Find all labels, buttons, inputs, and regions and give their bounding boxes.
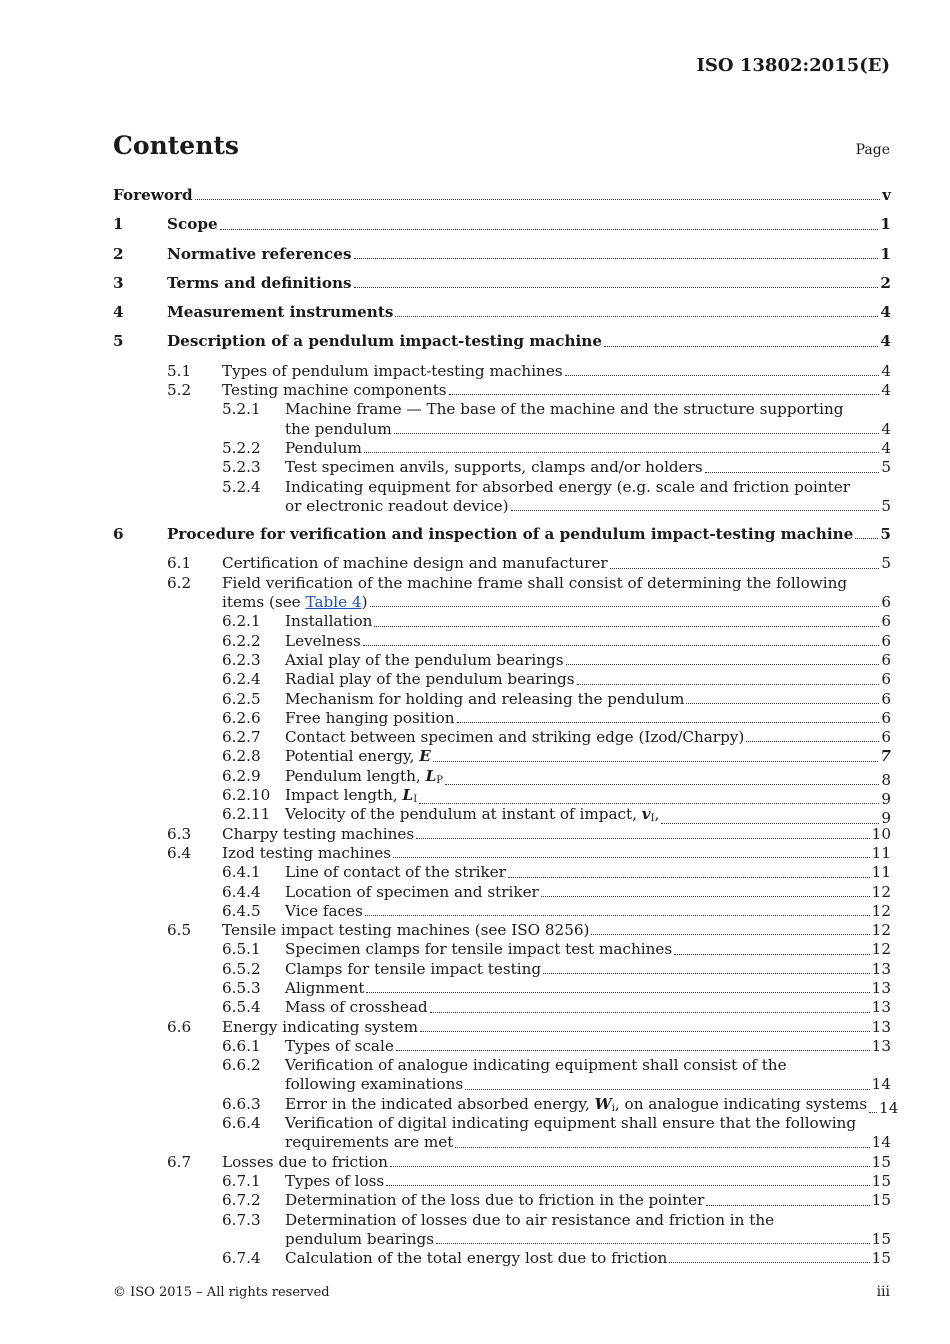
dot-leader (363, 644, 879, 646)
dot-leader (416, 837, 869, 839)
dot-leader (674, 953, 870, 955)
toc-entry[interactable] (113, 940, 891, 959)
toc-entry-page: 12 (871, 921, 891, 940)
toc-entry-title: Types of pendulum impact-testing machines (222, 361, 563, 380)
toc-entry[interactable] (113, 420, 891, 439)
toc-entry-number: 6.7.3 (222, 1210, 261, 1229)
dot-leader (445, 783, 879, 785)
toc-entry-title: Measurement instruments (167, 303, 394, 322)
toc-entry[interactable] (113, 1230, 891, 1249)
dot-leader (390, 1165, 870, 1167)
toc-entry-number: 6.4.4 (222, 882, 261, 901)
toc-entry-title: Foreword (113, 186, 193, 204)
dot-leader (430, 1011, 870, 1013)
dot-leader (855, 537, 878, 539)
toc-entry[interactable] (113, 574, 891, 593)
toc-entry[interactable] (113, 709, 891, 728)
dot-leader (746, 740, 879, 742)
toc-entry[interactable] (113, 1037, 891, 1056)
toc-entry-page: 6 (881, 708, 891, 727)
toc-entry-number: 6.1 (167, 554, 192, 573)
toc-entry-title: Machine frame — The base of the machine and the structure supporting (285, 400, 844, 419)
toc-entry-page: 9 (881, 809, 891, 828)
toc-entry-title: Certification of machine design and manufacturer (222, 554, 608, 573)
toc-entry[interactable] (113, 960, 891, 979)
toc-entry-title: Pendulum (285, 438, 362, 457)
toc-entry[interactable] (113, 381, 891, 400)
dot-leader (669, 1261, 869, 1263)
toc-entry-title: Contact between specimen and striking edge (Izod/Charpy) (285, 728, 745, 747)
toc-entry-number: 3 (113, 273, 124, 292)
toc-entry-number: 6.2.5 (222, 689, 261, 708)
toc-entry[interactable] (113, 1018, 891, 1037)
toc-entry-page: 1 (880, 215, 891, 234)
dot-leader (449, 393, 880, 395)
toc-entry[interactable] (113, 215, 891, 244)
dot-leader (591, 933, 869, 935)
dot-leader (354, 286, 879, 288)
copyright-notice: © ISO 2015 – All rights reserved (113, 1285, 330, 1300)
toc-entry-page: 11 (871, 863, 891, 882)
toc-entry-page: 13 (871, 1017, 891, 1036)
toc-entry[interactable] (113, 1211, 891, 1230)
toc-entry[interactable] (113, 766, 891, 789)
toc-entry-title: Error in the indicated absorbed energy, $W_i$, on analogue indicating systems (285, 1094, 868, 1114)
dot-leader (393, 856, 870, 858)
toc-entry-number: 6.6.3 (222, 1094, 261, 1113)
toc-entry[interactable] (113, 497, 891, 516)
toc-entry-page: 13 (871, 959, 891, 978)
dot-leader (541, 895, 870, 897)
toc-entry-title: Alignment (285, 978, 365, 997)
toc-entry-title: Tensile impact testing machines (see ISO 8256) (222, 921, 590, 940)
toc-entry-title: Clamps for tensile impact testing (285, 959, 542, 978)
toc-entry-title: following examinations (285, 1075, 464, 1094)
dot-leader (508, 876, 870, 878)
toc-entry-page: 5 (881, 458, 891, 477)
toc-entry-number: 6.2 (167, 573, 192, 592)
toc-entry-number: 6.2.7 (222, 728, 261, 747)
toc-entry-number: 5 (113, 332, 124, 351)
toc-entry-title: Mass of crosshead (285, 998, 428, 1017)
toc-entry-title: Verification of analogue indicating equipment shall consist of the (285, 1056, 787, 1075)
toc-entry[interactable] (113, 458, 891, 477)
toc-entry[interactable] (113, 1133, 891, 1152)
toc-entry-number: 5.2 (167, 381, 192, 400)
toc-entry[interactable] (113, 786, 891, 809)
toc-entry[interactable] (113, 670, 891, 689)
toc-entry[interactable] (113, 632, 891, 651)
toc-entry-title: Radial play of the pendulum bearings (285, 670, 575, 689)
toc-entry-page: 12 (871, 882, 891, 901)
toc-entry-title: Determination of losses due to air resistance and friction in the (285, 1210, 775, 1229)
dot-leader (455, 1146, 869, 1148)
toc-entry-page: 4 (881, 361, 891, 380)
toc-entry-page: 12 (871, 901, 891, 920)
toc-entry-page: 9 (881, 790, 891, 809)
toc-entry-page: 4 (881, 381, 891, 400)
dot-leader (365, 914, 870, 916)
dot-leader (661, 822, 879, 824)
toc-entry[interactable] (113, 1075, 891, 1094)
toc-entry-page: 4 (880, 303, 891, 322)
toc-entry-number: 5.2.2 (222, 438, 261, 457)
toc-entry-title: Procedure for verification and inspection of a pendulum impact-testing machine (167, 525, 854, 544)
toc-entry-page: 7 (880, 747, 891, 766)
toc-entry[interactable] (113, 863, 891, 882)
toc-entry-page: 6 (881, 670, 891, 689)
toc-entry-page: 5 (881, 496, 891, 515)
toc-entry[interactable] (113, 303, 891, 332)
document-id: ISO 13802:2015(E) (696, 55, 890, 76)
dot-leader (394, 432, 880, 434)
toc-entry-number: 6.5 (167, 921, 192, 940)
toc-entry-page: 4 (881, 419, 891, 438)
toc-entry-number: 6.2.8 (222, 747, 261, 766)
toc-entry[interactable] (113, 400, 891, 419)
toc-entry-number: 6.5.4 (222, 998, 261, 1017)
page-title: Contents (113, 131, 240, 160)
page-number: iii (876, 1284, 890, 1300)
toc-entry-page: 6 (881, 593, 891, 612)
toc-entry-number: 6.6 (167, 1017, 192, 1036)
toc-entry-number: 6.7 (167, 1152, 192, 1171)
table-link[interactable]: Table 4 (305, 593, 362, 612)
toc-entry-page: 6 (881, 689, 891, 708)
toc-entry-page: 6 (881, 612, 891, 631)
toc-entry-title: Determination of the loss due to friction in the pointer (285, 1191, 705, 1210)
toc-entry-page: 4 (881, 438, 891, 457)
dot-leader (465, 1088, 869, 1090)
toc-entry[interactable] (113, 362, 891, 381)
toc-entry-title: Indicating equipment for absorbed energy (e.g. scale and friction pointer (285, 477, 850, 496)
table-of-contents (113, 186, 899, 1268)
toc-entry-page: 14 (879, 1098, 899, 1117)
toc-entry[interactable] (113, 1249, 891, 1268)
toc-entry-page: 11 (871, 843, 891, 862)
toc-entry-title: Mechanism for holding and releasing the pendulum (285, 689, 685, 708)
dot-leader (354, 257, 879, 259)
toc-entry[interactable] (113, 844, 891, 863)
toc-entry-title: Pendulum length, $L_P$ (285, 766, 443, 786)
toc-entry-title: Specimen clamps for tensile impact test machines (285, 940, 673, 959)
toc-entry[interactable] (113, 245, 891, 274)
toc-entry-page: 1 (880, 244, 891, 263)
toc-entry[interactable] (113, 651, 891, 670)
toc-entry-title: or electronic readout device) (285, 496, 509, 515)
toc-entry-number: 6.5.3 (222, 978, 261, 997)
toc-entry-number: 1 (113, 215, 124, 234)
toc-entry-page: 10 (871, 824, 891, 843)
toc-entry[interactable] (113, 921, 891, 940)
toc-entry[interactable] (113, 805, 891, 828)
toc-entry-page: 2 (880, 273, 891, 292)
toc-entry[interactable] (113, 1191, 891, 1210)
toc-entry-number: 6.4.5 (222, 901, 261, 920)
toc-entry-page: 15 (871, 1171, 891, 1190)
toc-entry-title: Levelness (285, 631, 361, 650)
toc-entry-title: requirements are met (285, 1133, 454, 1152)
dot-leader (374, 625, 879, 627)
toc-entry-title: Potential energy, E (285, 747, 431, 766)
toc-entry-number: 6.2.6 (222, 708, 261, 727)
toc-entry-title: Calculation of the total energy lost due to friction (285, 1249, 668, 1268)
dot-leader (706, 1204, 869, 1206)
toc-entry-number: 6.4 (167, 843, 192, 862)
dot-leader (386, 1184, 869, 1186)
toc-entry-title: Line of contact of the striker (285, 863, 506, 882)
toc-entry[interactable] (113, 1056, 891, 1075)
dot-leader (195, 198, 881, 200)
toc-entry-number: 6.6.2 (222, 1056, 261, 1075)
toc-entry-number: 6.2.1 (222, 612, 261, 631)
toc-entry[interactable] (113, 1094, 899, 1117)
toc-entry-page: v (882, 186, 891, 204)
toc-entry-page: 6 (881, 728, 891, 747)
toc-entry[interactable] (113, 1114, 891, 1133)
dot-leader (364, 451, 879, 453)
toc-entry-number: 6.5.2 (222, 959, 261, 978)
toc-entry-number: 5.2.1 (222, 400, 261, 419)
dot-leader (395, 315, 878, 317)
toc-entry-title: Izod testing machines (222, 843, 392, 862)
toc-entry-title: Terms and definitions (167, 273, 352, 292)
dot-leader (511, 509, 880, 511)
toc-entry[interactable] (113, 747, 891, 766)
toc-entry[interactable] (113, 332, 891, 361)
toc-entry-page: 13 (871, 998, 891, 1017)
toc-entry[interactable] (113, 593, 891, 612)
toc-entry-title: items (see Table 4) (222, 593, 368, 612)
toc-entry-title: Normative references (167, 244, 352, 263)
toc-entry[interactable] (113, 1153, 891, 1172)
toc-entry-title: Types of loss (285, 1171, 385, 1190)
toc-entry[interactable] (113, 998, 891, 1017)
toc-entry-number: 6.2.9 (222, 766, 261, 785)
toc-entry[interactable] (113, 525, 891, 554)
dot-leader (419, 802, 879, 804)
toc-entry-page: 4 (880, 332, 891, 351)
dot-leader (686, 702, 879, 704)
toc-entry-page: 15 (871, 1191, 891, 1210)
toc-entry-page: 15 (871, 1152, 891, 1171)
toc-entry[interactable] (113, 1172, 891, 1191)
toc-entry-title: Scope (167, 215, 218, 234)
toc-entry-title: Field verification of the machine frame shall consist of determining the following (222, 573, 848, 592)
toc-entry-number: 6.2.2 (222, 631, 261, 650)
toc-entry[interactable] (113, 554, 891, 573)
toc-entry-title: Verification of digital indicating equipment shall ensure that the following (285, 1114, 857, 1133)
toc-entry-number: 6.7.1 (222, 1171, 261, 1190)
toc-entry-title: Free hanging position (285, 708, 455, 727)
toc-entry-page: 14 (871, 1133, 891, 1152)
toc-entry[interactable] (113, 902, 891, 921)
toc-entry-number: 5.2.4 (222, 477, 261, 496)
toc-entry[interactable] (113, 612, 891, 631)
toc-entry-number: 5.2.3 (222, 458, 261, 477)
toc-entry-page: 5 (880, 525, 891, 544)
dot-leader (396, 1049, 870, 1051)
toc-entry-number: 6.2.3 (222, 650, 261, 669)
toc-entry-number: 6.2.4 (222, 670, 261, 689)
dot-leader (610, 567, 880, 569)
toc-entry-number: 6.7.4 (222, 1249, 261, 1268)
toc-entry[interactable] (113, 478, 891, 497)
toc-entry-title: Vice faces (285, 901, 363, 920)
toc-entry-number: 6.3 (167, 824, 192, 843)
toc-entry-page: 12 (871, 940, 891, 959)
dot-leader (420, 1030, 870, 1032)
toc-entry-title: Testing machine components (222, 381, 447, 400)
toc-entry-title: Test specimen anvils, supports, clamps and/or holders (285, 458, 703, 477)
toc-entry[interactable] (113, 274, 891, 303)
toc-entry-title: Losses due to friction (222, 1152, 388, 1171)
toc-entry-title: Installation (285, 612, 373, 631)
toc-entry-title: Types of scale (285, 1036, 394, 1055)
dot-leader (366, 991, 869, 993)
toc-entry-number: 6.4.1 (222, 863, 261, 882)
dot-leader (565, 374, 880, 376)
toc-entry[interactable] (113, 825, 891, 844)
dot-leader (220, 228, 879, 230)
dot-leader (577, 683, 880, 685)
page-column-label: Page (855, 142, 890, 158)
dot-leader (566, 663, 880, 665)
toc-entry-page: 6 (881, 631, 891, 650)
toc-entry-number: 6.5.1 (222, 940, 261, 959)
toc-entry-number: 2 (113, 244, 124, 263)
toc-entry[interactable] (113, 883, 891, 902)
dot-leader (370, 605, 880, 607)
toc-entry-title: Energy indicating system (222, 1017, 418, 1036)
toc-entry-number: 6.7.2 (222, 1191, 261, 1210)
toc-entry-page: 15 (871, 1249, 891, 1268)
toc-entry-page: 8 (881, 770, 891, 789)
toc-entry[interactable] (113, 979, 891, 998)
toc-entry[interactable] (113, 439, 891, 458)
toc-entry-page: 13 (871, 978, 891, 997)
toc-entry-number: 5.1 (167, 361, 192, 380)
toc-entry-number: 6 (113, 525, 124, 544)
toc-entry[interactable] (113, 690, 891, 709)
dot-leader (436, 1242, 870, 1244)
dot-leader (457, 721, 880, 723)
toc-entry-page: 14 (871, 1075, 891, 1094)
toc-entry-page: 15 (871, 1229, 891, 1248)
toc-entry-title: Charpy testing machines (222, 824, 415, 843)
toc-entry-number: 6.2.11 (222, 805, 271, 824)
toc-entry-page: 13 (871, 1036, 891, 1055)
toc-entry-title: pendulum bearings (285, 1229, 435, 1248)
toc-entry[interactable] (113, 186, 891, 215)
dot-leader (869, 1111, 877, 1113)
dot-leader (543, 972, 870, 974)
toc-entry-title: Impact length, $L_I$ (285, 786, 418, 806)
toc-entry-page: 5 (881, 554, 891, 573)
toc-entry-title: Location of specimen and striker (285, 882, 539, 901)
dot-leader (604, 345, 878, 347)
toc-entry-title: Axial play of the pendulum bearings (285, 650, 564, 669)
toc-entry-number: 6.6.4 (222, 1114, 261, 1133)
toc-entry-page: 6 (881, 650, 891, 669)
dot-leader (705, 471, 880, 473)
toc-entry-number: 4 (113, 303, 124, 322)
toc-entry-number: 6.2.10 (222, 786, 271, 805)
toc-entry-title: the pendulum (285, 419, 392, 438)
toc-entry-number: 6.6.1 (222, 1036, 261, 1055)
toc-entry-title: Description of a pendulum impact-testing machine (167, 332, 603, 351)
toc-entry-title: Velocity of the pendulum at instant of impact, $v_I$, (285, 805, 660, 825)
toc-entry[interactable] (113, 728, 891, 747)
dot-leader (433, 760, 879, 762)
